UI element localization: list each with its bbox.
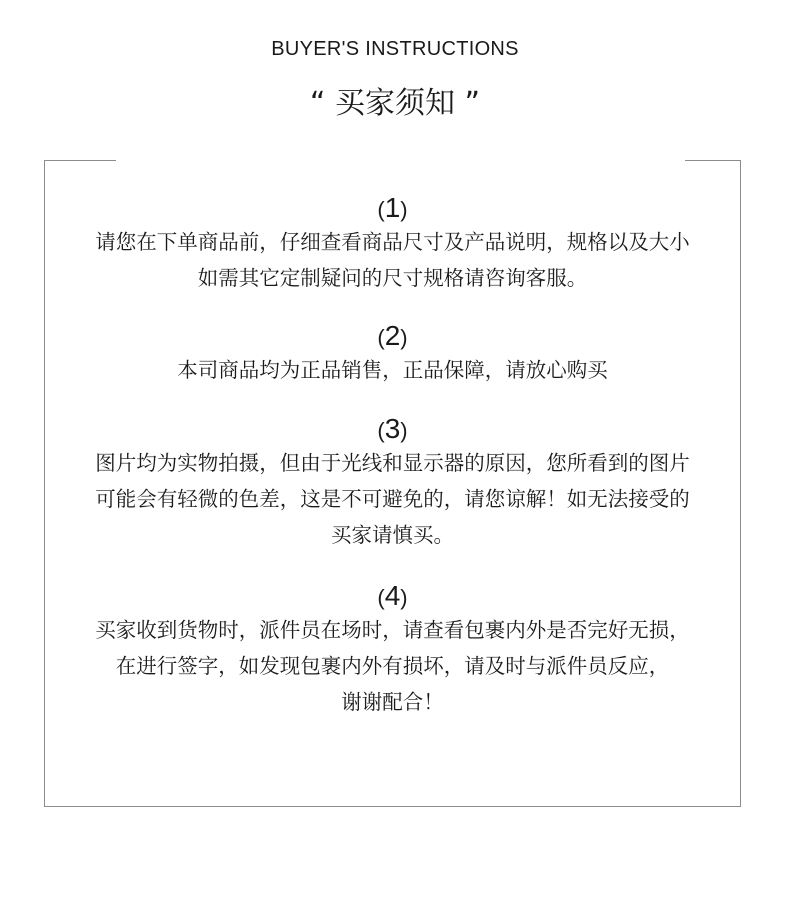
close-paren: ) (400, 325, 408, 350)
section-number (44, 320, 741, 352)
close-paren: ) (400, 418, 408, 443)
section-text-line: 如需其它定制疑问的尺寸规格请咨询客服。 (197, 266, 588, 290)
open-paren: ( (377, 325, 385, 350)
number-digit: 3 (384, 413, 401, 444)
section-text-line: 买家请慎买。 (331, 523, 454, 547)
title-english: BUYER'S INSTRUCTIONS (271, 38, 519, 60)
section-number (44, 580, 741, 612)
instruction-section-1 (44, 192, 741, 296)
section-number (44, 192, 741, 224)
section-text-line: 可能会有轻微的色差，这是不可避免的，请您谅解！如无法接受的 (95, 487, 690, 511)
instruction-section-4 (44, 580, 741, 720)
section-text-line: 请您在下单商品前，仔细查看商品尺寸及产品说明，规格以及大小 (95, 230, 690, 254)
instruction-section-3 (44, 413, 741, 553)
open-paren: ( (377, 418, 385, 443)
frame-top-left-segment (44, 160, 116, 161)
section-text-line: 在进行签字，如发现包裹内外有损坏，请及时与派件员反应， (115, 654, 670, 678)
instruction-section-2 (44, 320, 741, 388)
number-digit: 4 (384, 580, 401, 611)
frame-top-right-segment (685, 160, 741, 161)
open-paren: ( (377, 197, 385, 222)
section-text-line: 谢谢配合！ (341, 690, 444, 714)
section-text-line: 本司商品均为正品销售，正品保障，请放心购买 (177, 358, 608, 382)
close-paren: ) (400, 585, 408, 610)
section-number (44, 413, 741, 445)
title-chinese: “ 买家须知 ” (309, 86, 481, 121)
number-digit: 1 (384, 192, 401, 223)
open-paren: ( (377, 585, 385, 610)
section-text-line: 图片均为实物拍摄，但由于光线和显示器的原因，您所看到的图片 (95, 451, 690, 475)
close-paren: ) (400, 197, 408, 222)
section-text-line: 买家收到货物时，派件员在场时，请查看包裹内外是否完好无损， (95, 618, 690, 642)
number-digit: 2 (384, 320, 401, 351)
